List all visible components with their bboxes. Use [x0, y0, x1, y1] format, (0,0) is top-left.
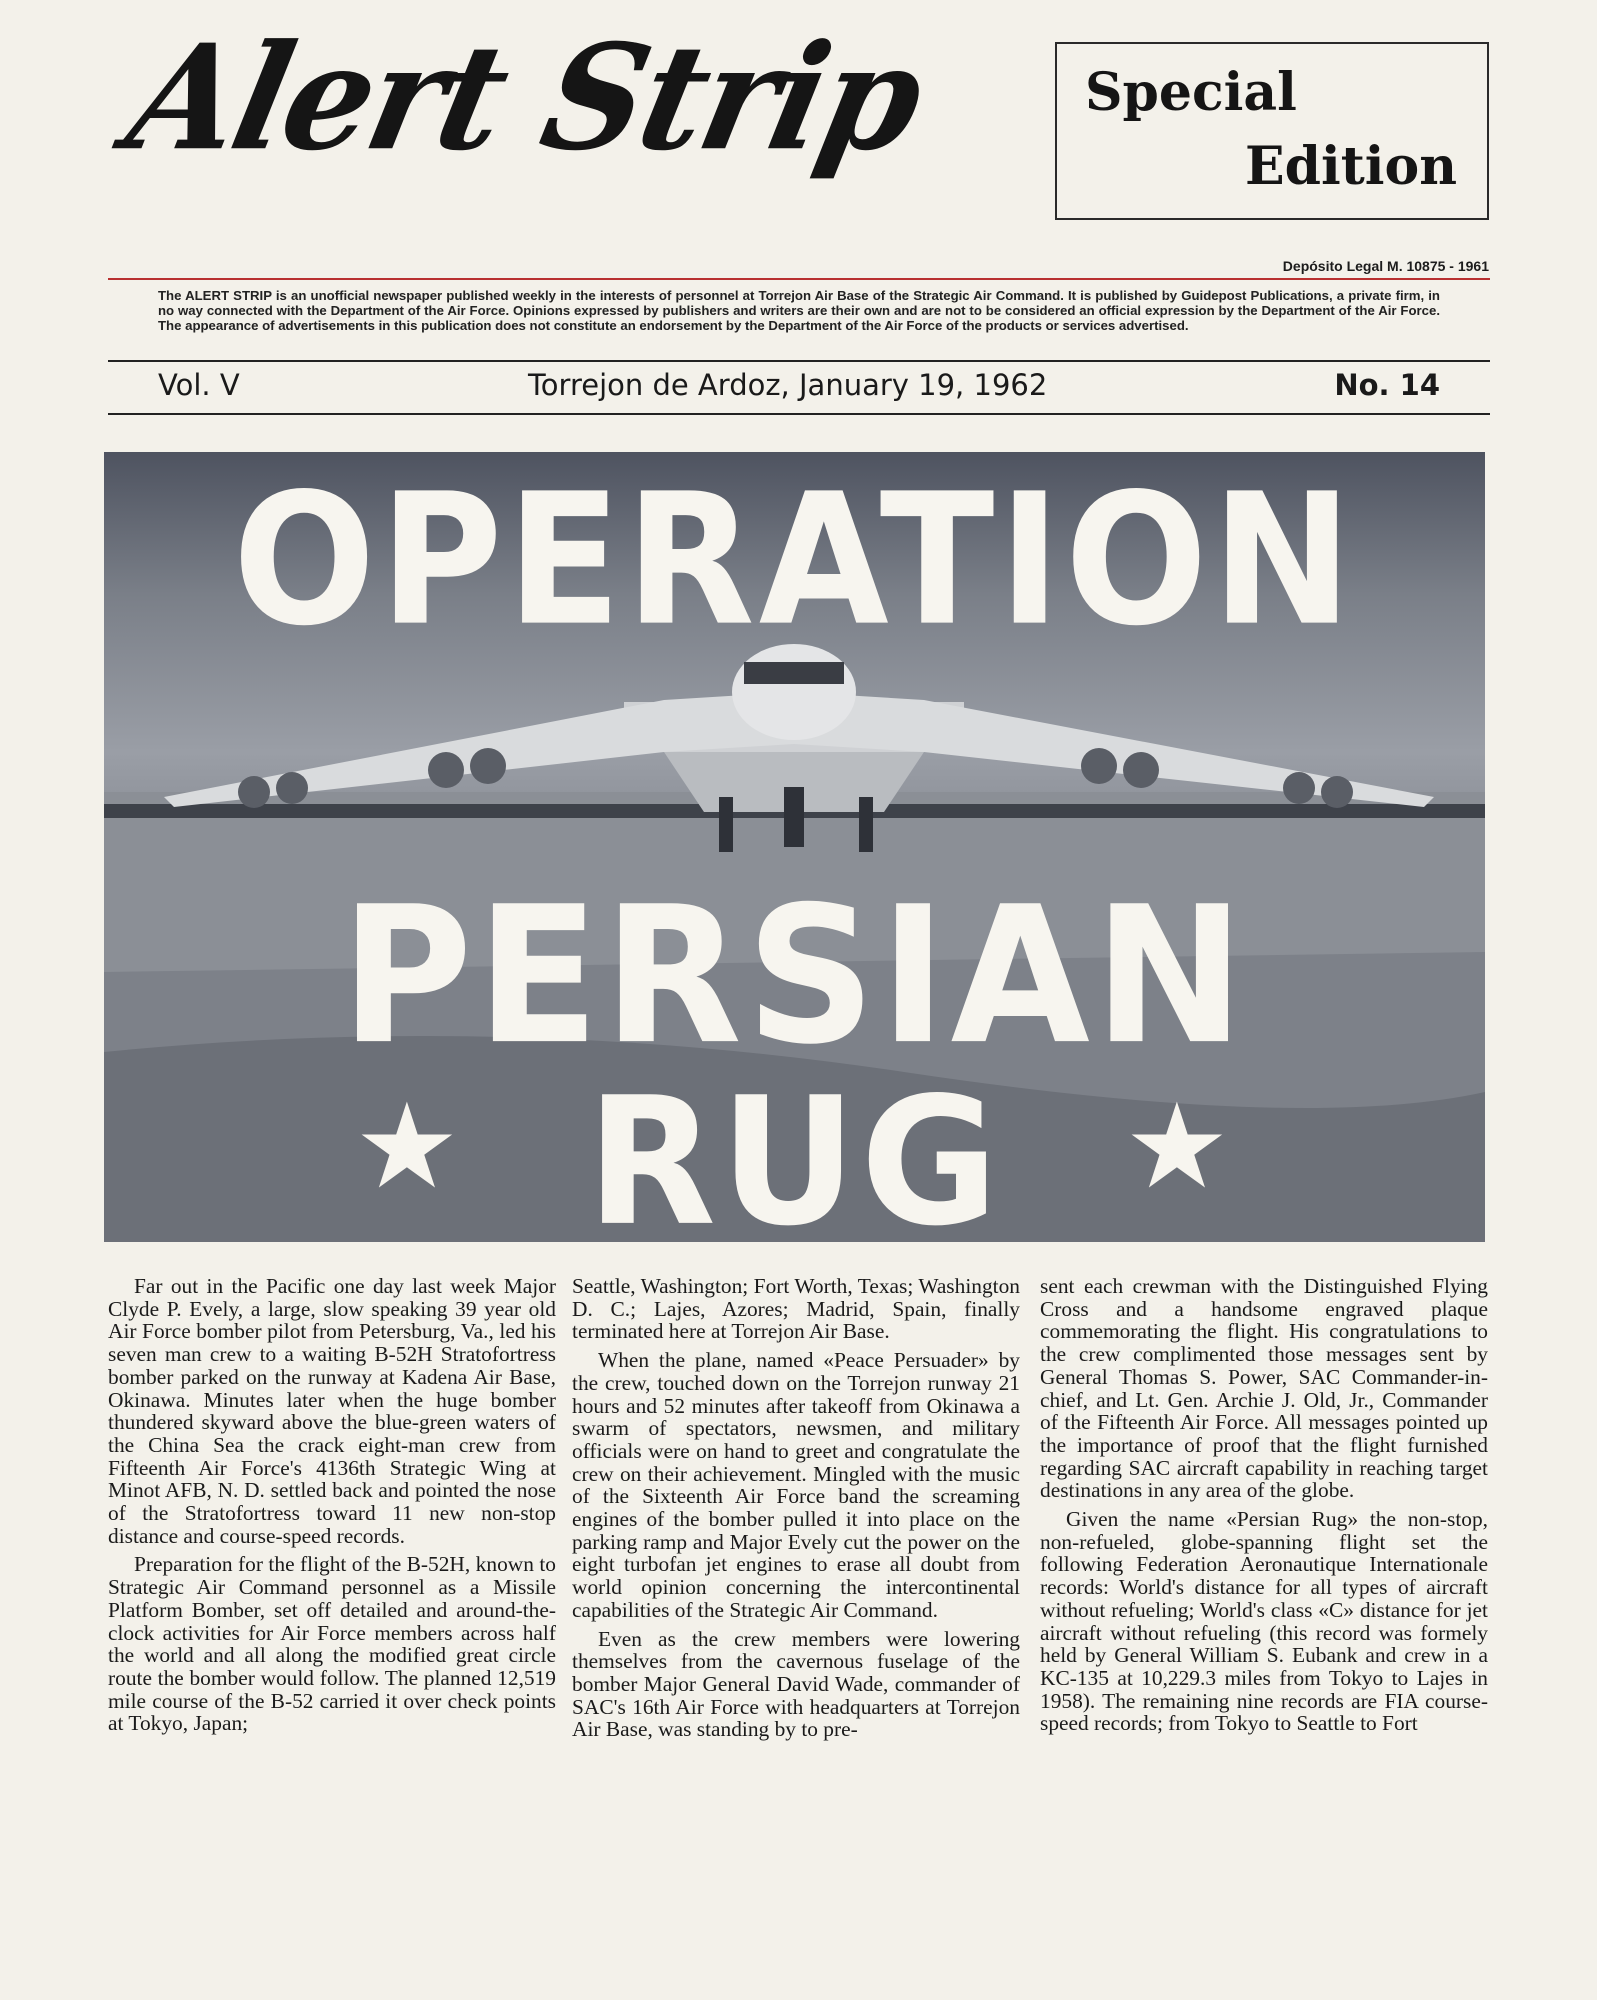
header-divider	[108, 278, 1490, 280]
issue-top-rule	[108, 360, 1490, 362]
article-column-3	[1040, 1275, 1488, 1741]
publisher-disclaimer: The ALERT STRIP is an unofficial newspaper published weekly in the interests of personnel at Torrejon Air Base of the Strategic Air Command. It is published by Guidepost Publications, a private firm, in no way connected with the Department of the Air Force. Opinions expressed by publishers and writers are their own and are not to be considered an official expression by the Department of the Air Force. The appearance of advertisements in this publication does not constitute an endorsement by the Department of the Air Force of the products or services advertised.	[158, 288, 1440, 333]
paragraph: Seattle, Washington; Fort Worth, Texas; Washington D. C.; Lajes, Azores; Madrid, Spain, finally terminated here at Torrejon Air Base.	[572, 1274, 1020, 1344]
star-icon: ★	[354, 1077, 460, 1215]
headline-photo	[104, 452, 1485, 1242]
issue-bottom-rule	[108, 413, 1490, 415]
legal-deposit: Depósito Legal M. 10875 - 1961	[1282, 258, 1489, 274]
headline-operation: OPERATION	[232, 454, 1357, 666]
issue-number: No. 14	[1334, 368, 1440, 402]
article-column-2	[572, 1275, 1020, 1747]
issue-info-row	[108, 368, 1490, 410]
place-date: Torrejon de Ardoz, January 19, 1962	[528, 368, 1048, 402]
paragraph: Far out in the Pacific one day last week Major Clyde P. Evely, a large, slow speaking 39 year old Air Force bomber pilot from Petersburg, Va., led his seven man crew to a waiting B-52H Stratofortress bomber parked on the runway at Kadena Air Base, Okinawa. Minutes later when the huge bomber thundered skyward above the blue-green waters of the China Sea the crack eight-man crew from Fifteenth Air Force's 4136th Strategic Wing at Minot AFB, N. D. settled back and pointed the nose of the Stratofortress toward 11 new non-stop distance and course-speed records.	[108, 1274, 556, 1548]
special-label: Special	[1085, 62, 1297, 123]
paragraph: sent each crewman with the Distinguished Flying Cross and a handsome engraved plaque commemorating the flight. His congratulations to the crew complimented those messages sent by General Thomas S. Power, SAC Commander-in-chief, and Lt. Gen. Archie J. Old, Jr., Commander of the Fifteenth Air Force. All messages pointed up the importance of proof that the flight furnished regarding SAC aircraft capability in reaching target destinations in any area of the globe.	[1040, 1274, 1488, 1503]
volume-label: Vol. V	[158, 368, 240, 402]
article-column-1	[108, 1275, 556, 1741]
special-edition-box	[1055, 42, 1489, 220]
headline-rug: RUG	[586, 1059, 1003, 1242]
paragraph: When the plane, named «Peace Persuader» by the crew, touched down on the Torrejon runway 21 hours and 52 minutes after takeoff from Okinawa a swarm of spectators, newsmen, and military officials were on hand to greet and congratulate the crew on their achievement. Mingled with the music of the Sixteenth Air Force band the screaming engines of the bomber pulled it into place on the parking ramp and Major Evely cut the power on the eight turbofan jet engines to erase all doubt from world opinion concerning the intercontinental capabilities of the Strategic Air Command.	[572, 1348, 1020, 1622]
star-icon: ★	[1124, 1077, 1230, 1215]
headline-persian: PERSIAN	[340, 866, 1249, 1087]
paragraph: Preparation for the flight of the B-52H, known to Strategic Air Command personnel as a Missile Platform Bomber, set off detailed and around-the-clock activities for Air Force members across half the world and all along the modified great circle route the bomber would follow. The planned 12,519 mile course of the B-52 carried it over check points at Tokyo, Japan;	[108, 1552, 556, 1736]
paragraph: Given the name «Persian Rug» the non-stop, non-refueled, globe-spanning flight set the following Federation Aeronautique Internationale records: World's distance for all types of aircraft without refueling; World's class «C» distance for jet aircraft without refueling (this record was formely held by General William S. Eubank and crew in a KC-135 at 10,229.3 miles from Tokyo to Lajes in 1958). The remaining nine records are FIA course-speed records; from Tokyo to Seattle to Fort	[1040, 1507, 1488, 1736]
masthead-title: Alert Strip	[114, 11, 936, 183]
paragraph: Even as the crew members were lowering themselves from the cavernous fuselage of the bomber Major General David Wade, commander of SAC's 16th Air Force with headquarters at Torrejon Air Base, was standing by to pre-	[572, 1626, 1020, 1742]
edition-label: Edition	[1244, 136, 1457, 197]
